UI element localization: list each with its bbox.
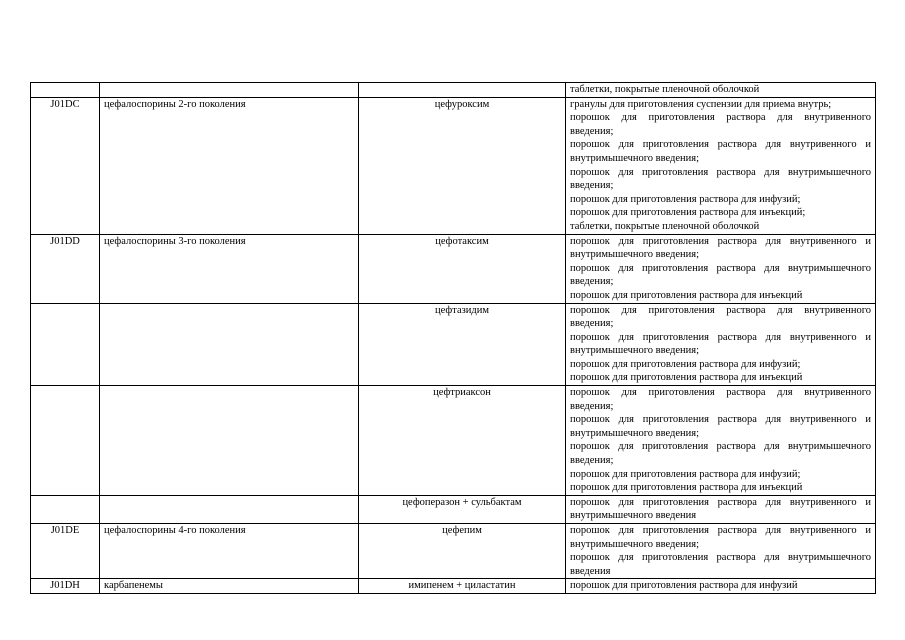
dosage-form-item: порошок для приготовления раствора для внутривенного и внутримышечного введения (570, 496, 871, 522)
atc-group-cell: цефалоспорины 2-го поколения (100, 97, 359, 234)
atc-group-cell (100, 83, 359, 98)
dosage-forms-cell (566, 495, 876, 523)
dosage-form-item: порошок для приготовления раствора для инъекций (570, 372, 803, 384)
atc-group-cell: цефалоспорины 4-го поколения (100, 524, 359, 579)
atc-code-cell: J01DD (31, 234, 100, 303)
atc-code-cell (31, 386, 100, 496)
drug-name-cell: цефуроксим (359, 97, 566, 234)
atc-group-cell: цефалоспорины 3-го поколения (100, 234, 359, 303)
atc-group-cell (100, 303, 359, 386)
dosage-form-item: порошок для приготовления раствора для внутривенного и внутримышечного введения; (570, 414, 871, 439)
table-row (31, 234, 876, 303)
dosage-forms-cell (566, 579, 876, 594)
atc-code-cell: J01DC (31, 97, 100, 234)
atc-code-cell: J01DE (31, 524, 100, 579)
table-row (31, 579, 876, 594)
drug-name-cell: цефтазидим (359, 303, 566, 386)
dosage-form-item: порошок для приготовления раствора для инъекций; (570, 207, 806, 219)
drug-name-cell: цефепим (359, 524, 566, 579)
atc-code-cell (31, 303, 100, 386)
dosage-form-item: порошок для приготовления раствора для внутривенного введения; (570, 304, 871, 330)
dosage-form-item: порошок для приготовления раствора для инфузий; (570, 193, 801, 205)
dosage-form-item: порошок для приготовления раствора для внутримышечного введения; (570, 441, 871, 467)
atc-code-cell (31, 495, 100, 523)
dosage-form-item: порошок для приготовления раствора для инфузий; (570, 358, 801, 370)
dosage-form-item: порошок для приготовления раствора для внутривенного введения; (570, 112, 871, 137)
dosage-form-item: порошок для приготовления раствора для внутримышечного введения; (570, 166, 871, 192)
dosage-forms-cell (566, 524, 876, 579)
dosage-forms-cell (566, 97, 876, 234)
dosage-form-item: порошок для приготовления раствора для инъекций (570, 289, 803, 301)
table-row (31, 97, 876, 234)
drug-name-cell: цефтриаксон (359, 386, 566, 496)
drug-table (30, 82, 876, 594)
dosage-form-item: порошок для приготовления раствора для внутривенного введения; (570, 387, 871, 412)
atc-group-cell (100, 386, 359, 496)
dosage-form-item: порошок для приготовления раствора для внутривенного и внутримышечного введения; (570, 525, 871, 550)
table-row (31, 495, 876, 523)
atc-group-cell: карбапенемы (100, 579, 359, 594)
dosage-form-item: порошок для приготовления раствора для инъекций (570, 482, 803, 494)
dosage-form-item: гранулы для приготовления суспензии для приема внутрь; (570, 98, 832, 110)
drug-table-body (31, 83, 876, 594)
dosage-form-item: порошок для приготовления раствора для внутримышечного введения; (570, 262, 871, 288)
dosage-forms-cell (566, 386, 876, 496)
drug-name-cell: цефоперазон + сульбактам (359, 495, 566, 523)
table-row (31, 303, 876, 386)
dosage-forms-cell (566, 234, 876, 303)
drug-name-cell: цефотаксим (359, 234, 566, 303)
table-row (31, 386, 876, 496)
atc-group-cell (100, 495, 359, 523)
table-row (31, 524, 876, 579)
dosage-form-item: порошок для приготовления раствора для внутримышечного введения (570, 552, 871, 577)
drug-name-cell (359, 83, 566, 98)
dosage-form-item: таблетки, покрытые пленочной оболочкой (570, 220, 760, 232)
table-row (31, 83, 876, 98)
dosage-form-item: порошок для приготовления раствора для инфузий; (570, 468, 801, 480)
dosage-form-item: порошок для приготовления раствора для внутривенного и внутримышечного введения; (570, 331, 871, 357)
dosage-forms-cell (566, 303, 876, 386)
drug-name-cell: имипенем + циластатин (359, 579, 566, 594)
atc-code-cell: J01DH (31, 579, 100, 594)
dosage-form-item: порошок для приготовления раствора для внутривенного и внутримышечного введения; (570, 235, 871, 261)
atc-code-cell (31, 83, 100, 98)
dosage-form-item: таблетки, покрытые пленочной оболочкой (570, 84, 760, 95)
dosage-form-item: порошок для приготовления раствора для внутривенного и внутримышечного введения; (570, 139, 871, 164)
dosage-forms-cell (566, 83, 876, 98)
dosage-form-item: порошок для приготовления раствора для инфузий (570, 580, 798, 592)
